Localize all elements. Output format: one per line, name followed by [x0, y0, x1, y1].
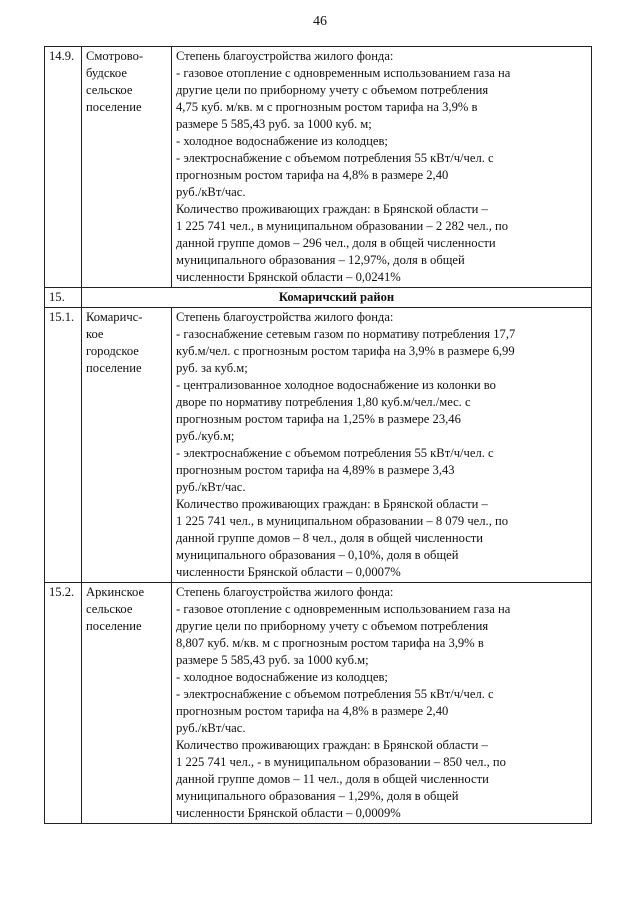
row-number: 15. — [49, 290, 65, 304]
description-line: - электроснабжение с объемом потребления 55 кВт/ч/чел. с — [176, 151, 494, 165]
description-line: руб./кВт/час. — [176, 721, 246, 735]
description-line: Степень благоустройства жилого фонда: — [176, 585, 394, 599]
description-line: муниципального образования – 1,29%, доля в общей — [176, 789, 459, 803]
description-line: дворе по нормативу потребления 1,80 куб.м/чел./мес. с — [176, 395, 471, 409]
description-line: муниципального образования – 0,10%, доля в общей — [176, 548, 459, 562]
description-line: 1 225 741 чел., в муниципальном образовании – 2 282 чел., по — [176, 219, 509, 233]
row-number: 15.1. — [49, 310, 75, 324]
description-line: - централизованное холодное водоснабжение из колонки во — [176, 378, 496, 392]
description-line: другие цели по приборному учету с объемом потребления — [176, 83, 489, 97]
description-line: Количество проживающих граждан: в Брянской области – — [176, 497, 488, 511]
row-number-cell — [45, 47, 82, 288]
description-line: прогнозным ростом тарифа на 1,25% в размере 23,46 — [176, 412, 461, 426]
district-heading: Комаричский район — [82, 288, 592, 308]
document-table — [44, 46, 592, 824]
table-row — [45, 47, 592, 288]
settlement-name-cell — [82, 47, 172, 288]
settlement-name-line: Комаричс- — [86, 310, 143, 324]
description-line: руб./кВт/час. — [176, 185, 246, 199]
row-number-cell — [45, 288, 82, 308]
description-line: - электроснабжение с объемом потребления 55 кВт/ч/чел. с — [176, 446, 494, 460]
description-line: руб./куб.м; — [176, 429, 235, 443]
district-row — [45, 288, 592, 308]
description-line: прогнозным ростом тарифа на 4,89% в размере 3,43 — [176, 463, 455, 477]
description-line: куб.м/чел. с прогнозным ростом тарифа на 3,9% в размере 6,99 — [176, 344, 515, 358]
description-line: руб. за куб.м; — [176, 361, 248, 375]
description-cell — [172, 308, 592, 583]
description-line: данной группе домов – 11 чел., доля в общей численности — [176, 772, 489, 786]
table-row — [45, 308, 592, 583]
description-line: численности Брянской области – 0,0241% — [176, 270, 401, 284]
settlement-name-line: кое — [86, 327, 104, 341]
row-number-cell — [45, 583, 82, 824]
description-line: - газоснабжение сетевым газом по нормативу потребления 17,7 — [176, 327, 516, 341]
description-line: 1 225 741 чел., в муниципальном образовании – 8 079 чел., по — [176, 514, 509, 528]
description-line: 1 225 741 чел., - в муниципальном образовании – 850 чел., по — [176, 755, 506, 769]
description-line: - холодное водоснабжение из колодцев; — [176, 670, 388, 684]
settlement-name-line: Аркинское — [86, 585, 145, 599]
description-line: другие цели по приборному учету с объемом потребления — [176, 619, 489, 633]
description-line: численности Брянской области – 0,0007% — [176, 565, 401, 579]
description-line: размере 5 585,43 руб. за 1000 куб. м; — [176, 117, 372, 131]
description-line: - холодное водоснабжение из колодцев; — [176, 134, 388, 148]
settlement-name-line: Смотрово- — [86, 49, 144, 63]
description-line: прогнозным ростом тарифа на 4,8% в размере 2,40 — [176, 704, 449, 718]
settlement-name-line: сельское — [86, 602, 133, 616]
description-line: Количество проживающих граждан: в Брянской области – — [176, 738, 488, 752]
settlement-name-line: сельское — [86, 83, 133, 97]
row-number: 15.2. — [49, 585, 75, 599]
settlement-name-cell — [82, 583, 172, 824]
page-number: 46 — [313, 14, 327, 29]
description-line: 8,807 куб. м/кв. м с прогнозным ростом тарифа на 3,9% в — [176, 636, 484, 650]
description-cell — [172, 583, 592, 824]
description-line: размере 5 585,43 руб. за 1000 куб.м; — [176, 653, 369, 667]
settlement-name-line: поселение — [86, 100, 142, 114]
description-line: муниципального образования – 12,97%, доля в общей — [176, 253, 465, 267]
settlement-name-line: поселение — [86, 619, 142, 633]
table-row — [45, 583, 592, 824]
row-number: 14.9. — [49, 49, 75, 63]
settlement-name-line: будское — [86, 66, 127, 80]
description-line: 4,75 куб. м/кв. м с прогнозным ростом тарифа на 3,9% в — [176, 100, 478, 114]
row-number-cell — [45, 308, 82, 583]
settlement-name-line: городское — [86, 344, 139, 358]
settlement-name-cell — [82, 308, 172, 583]
description-line: руб./кВт/час. — [176, 480, 246, 494]
description-line: прогнозным ростом тарифа на 4,8% в размере 2,40 — [176, 168, 449, 182]
description-line: - газовое отопление с одновременным использованием газа на — [176, 602, 511, 616]
description-line: данной группе домов – 296 чел., доля в общей численности — [176, 236, 496, 250]
description-line: - газовое отопление с одновременным использованием газа на — [176, 66, 511, 80]
description-cell — [172, 47, 592, 288]
description-line: - электроснабжение с объемом потребления 55 кВт/ч/чел. с — [176, 687, 494, 701]
description-line: Количество проживающих граждан: в Брянской области – — [176, 202, 488, 216]
description-line: Степень благоустройства жилого фонда: — [176, 310, 394, 324]
description-line: численности Брянской области – 0,0009% — [176, 806, 401, 820]
description-line: Степень благоустройства жилого фонда: — [176, 49, 394, 63]
table-body — [45, 47, 592, 824]
settlement-name-line: поселение — [86, 361, 142, 375]
description-line: данной группе домов – 8 чел., доля в общей численности — [176, 531, 484, 545]
